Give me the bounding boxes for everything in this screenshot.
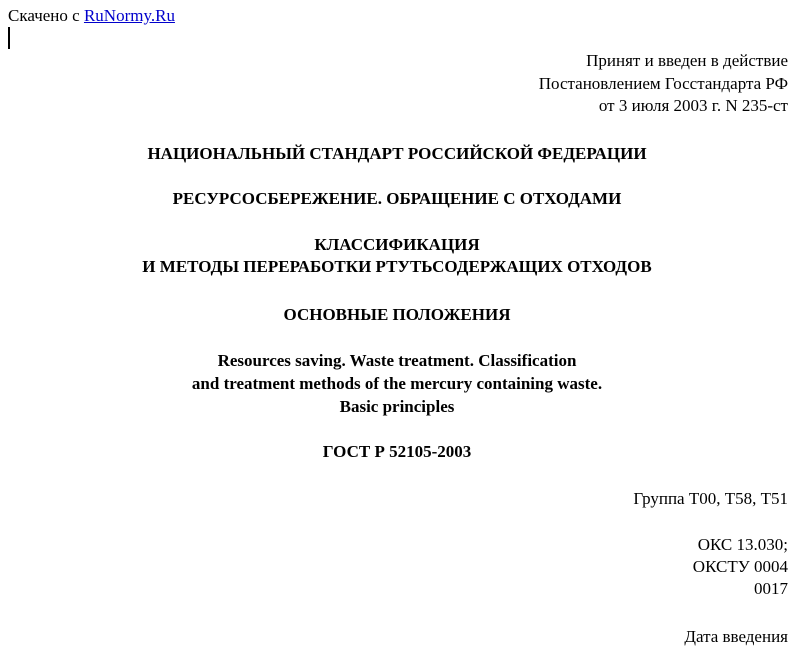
approval-line-3: от 3 июля 2003 г. N 235-ст: [598, 96, 788, 115]
main-title-line-2: И МЕТОДЫ ПЕРЕРАБОТКИ РТУТЬСОДЕРЖАЩИХ ОТХОДОВ: [142, 257, 652, 276]
source-link[interactable]: RuNormy.Ru: [83, 6, 175, 25]
approval-block: [539, 50, 788, 118]
english-title-line-3: Basic principles: [339, 397, 455, 416]
english-title-line-2: and treatment methods of the mercury containing waste.: [191, 374, 603, 393]
text-cursor: [8, 27, 10, 49]
subtitle-heading: ОСНОВНЫЕ ПОЛОЖЕНИЯ: [283, 305, 511, 324]
english-title: [0, 349, 794, 418]
okstu-code-line-2: 0017: [754, 579, 788, 598]
national-standard-heading: НАЦИОНАЛЬНЫЙ СТАНДАРТ РОССИЙСКОЙ ФЕДЕРАЦИИ: [147, 144, 647, 163]
intro-date-label: Дата введения: [684, 627, 788, 646]
approval-line-1: Принят и введен в действие: [586, 51, 788, 70]
approval-line-2: Постановлением Госстандарта РФ: [538, 73, 788, 93]
classification-codes: [693, 534, 788, 600]
english-title-line-1: Resources saving. Waste treatment. Classification: [217, 351, 577, 370]
main-title: [0, 234, 794, 278]
source-line: [8, 5, 175, 27]
oks-code: ОКС 13.030;: [697, 535, 788, 554]
group-code: Группа Т00, Т58, Т51: [633, 489, 788, 508]
standard-designation: ГОСТ Р 52105-2003: [322, 442, 472, 461]
main-title-line-1: КЛАССИФИКАЦИЯ: [314, 235, 480, 254]
series-heading: РЕСУРСОСБЕРЕЖЕНИЕ. ОБРАЩЕНИЕ С ОТХОДАМИ: [172, 189, 622, 208]
source-prefix: Скачено с: [8, 6, 80, 25]
okstu-code-line-1: ОКСТУ 0004: [692, 557, 788, 576]
